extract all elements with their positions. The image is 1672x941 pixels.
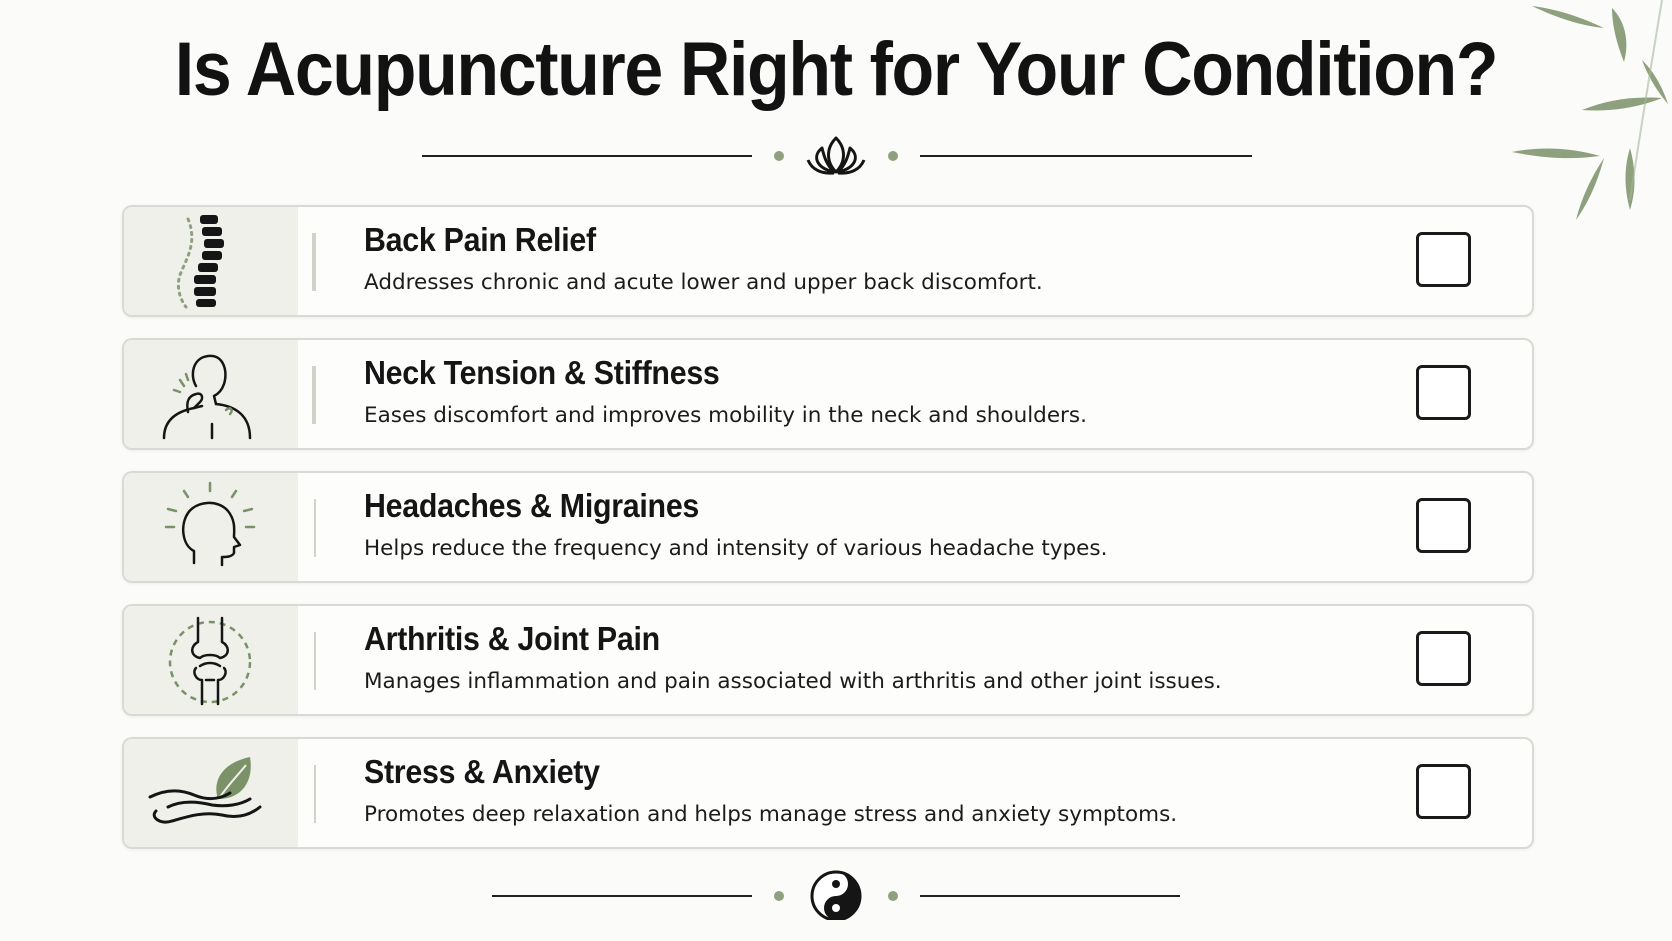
condition-card-neck-tension: [122, 338, 1534, 450]
knee-joint-icon: [146, 612, 276, 708]
condition-title: Stress & Anxiety: [364, 753, 600, 790]
top-divider: [0, 132, 1672, 182]
yin-yang-icon: [812, 872, 860, 920]
card-separator: [314, 765, 316, 823]
condition-description: Promotes deep relaxation and helps manage stress and anxiety symptoms.: [364, 802, 1178, 827]
condition-checkbox[interactable]: [1416, 764, 1471, 819]
bottom-divider: [0, 870, 1672, 920]
condition-card-headaches: [122, 471, 1534, 583]
leaf-wave-icon: [146, 745, 276, 841]
condition-card-arthritis: [122, 604, 1534, 716]
headache-icon: [146, 479, 276, 575]
lotus-icon: [808, 138, 864, 173]
condition-title: Headaches & Migraines: [364, 487, 700, 524]
condition-checkbox[interactable]: [1416, 365, 1471, 420]
card-separator: [312, 366, 316, 424]
condition-title: Back Pain Relief: [364, 221, 596, 258]
spine-icon: [146, 213, 276, 309]
condition-title: Arthritis & Joint Pain: [364, 620, 660, 657]
condition-description: Eases discomfort and improves mobility in the neck and shoulders.: [364, 403, 1087, 428]
condition-description: Helps reduce the frequency and intensity of various headache types.: [364, 536, 1108, 561]
condition-description: Manages inflammation and pain associated with arthritis and other joint issues.: [364, 669, 1222, 694]
condition-description: Addresses chronic and acute lower and upper back discomfort.: [364, 270, 1043, 295]
condition-title: Neck Tension & Stiffness: [364, 354, 720, 391]
condition-card-back-pain: [122, 205, 1534, 317]
condition-card-stress: [122, 737, 1534, 849]
card-separator: [312, 233, 316, 291]
page-title: Is Acupuncture Right for Your Condition?: [174, 27, 1498, 112]
condition-checkbox[interactable]: [1416, 498, 1471, 553]
condition-checkbox[interactable]: [1416, 232, 1471, 287]
condition-list: [122, 205, 1534, 870]
card-separator: [314, 499, 316, 557]
card-separator: [314, 632, 316, 690]
condition-checkbox[interactable]: [1416, 631, 1471, 686]
neck-pain-icon: [146, 346, 276, 442]
